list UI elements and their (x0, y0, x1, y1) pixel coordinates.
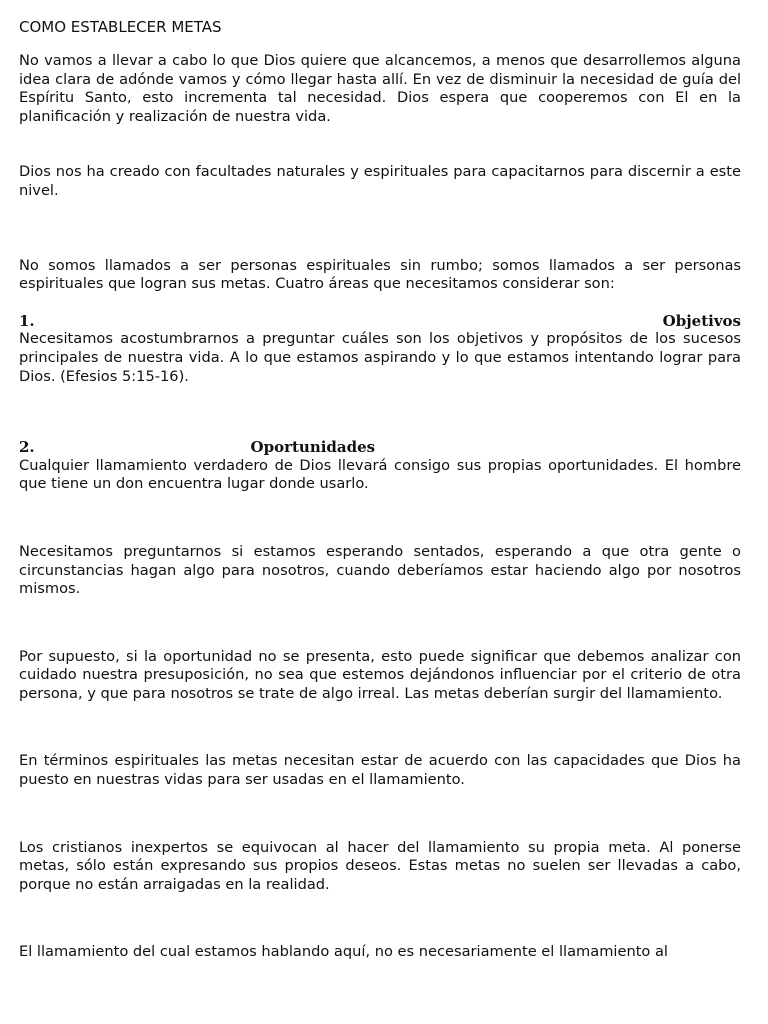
paragraph-3: No somos llamados a ser personas espirituales sin rumbo; somos llamados a ser personas espirituales que logran sus metas. Cuatro áreas que necesitamos considerar son: (19, 256, 741, 293)
paragraph-5: Por supuesto, si la oportunidad no se presenta, esto puede significar que debemos analizar con cuidado nuestra presuposición, no sea que estemos dejándonos influenciar por el criterio de otra persona, y que para nosotros se trate de algo irreal. Las metas deberían surgir del llamamiento. (19, 647, 741, 702)
paragraph-4: Necesitamos preguntarnos si estamos esperando sentados, esperando a que otra gente o circunstancias hagan algo para nosotros, cuando deberíamos estar haciendo algo por nosotros mismos. (19, 542, 741, 598)
section-2-text: Cualquier llamamiento verdadero de Dios llevará consigo sus propias oportunidades. El hombre que tiene un don encuentra lugar donde usarlo. (19, 456, 741, 493)
section-1-heading (19, 312, 741, 331)
section-2-label: Oportunidades (250, 438, 376, 457)
paragraph-2: Dios nos ha creado con facultades naturales y espirituales para capacitarnos para discernir a este nivel. (19, 163, 741, 199)
section-1-text: Necesitamos acostumbrarnos a preguntar cuáles son los objetivos y propósitos de los sucesos principales de nuestra vida. A lo que estamos aspirando y lo que estamos intentando lograr para Dios. (Efesios 5:15-16). (19, 330, 741, 385)
paragraph-6: En términos espirituales las metas necesitan estar de acuerdo con las capacidades que Dios ha puesto en nuestras vidas para ser usadas en el llamamiento. (19, 752, 741, 789)
paragraph-7: Los cristianos inexpertos se equivocan al hacer del llamamiento su propia meta. Al ponerse metas, sólo están expresando sus propios deseos. Estas metas no suelen ser llevadas a cabo, porque no están arraigadas en la realidad. (19, 838, 741, 893)
paragraph-1: No vamos a llevar a cabo lo que Dios quiere que alcancemos, a menos que desarrollemos alguna idea clara de adónde vamos y cómo llegar hasta allí. En vez de disminuir la necesidad de guía del Espíritu Santo, esto incrementa tal necesidad. Dios espera que cooperemos con El en la planificación y realización de nuestra vida. (19, 52, 741, 125)
document-page (19, 18, 741, 962)
section-2-heading (19, 438, 741, 457)
section-2-number: 2. (19, 438, 35, 457)
section-1-label: Objetivos (662, 311, 741, 330)
page-title: COMO ESTABLECER METAS (19, 18, 222, 36)
paragraph-8: El llamamiento del cual estamos hablando aquí, no es necesariamente el llamamiento al (19, 943, 668, 961)
section-1-number: 1. (19, 311, 35, 330)
